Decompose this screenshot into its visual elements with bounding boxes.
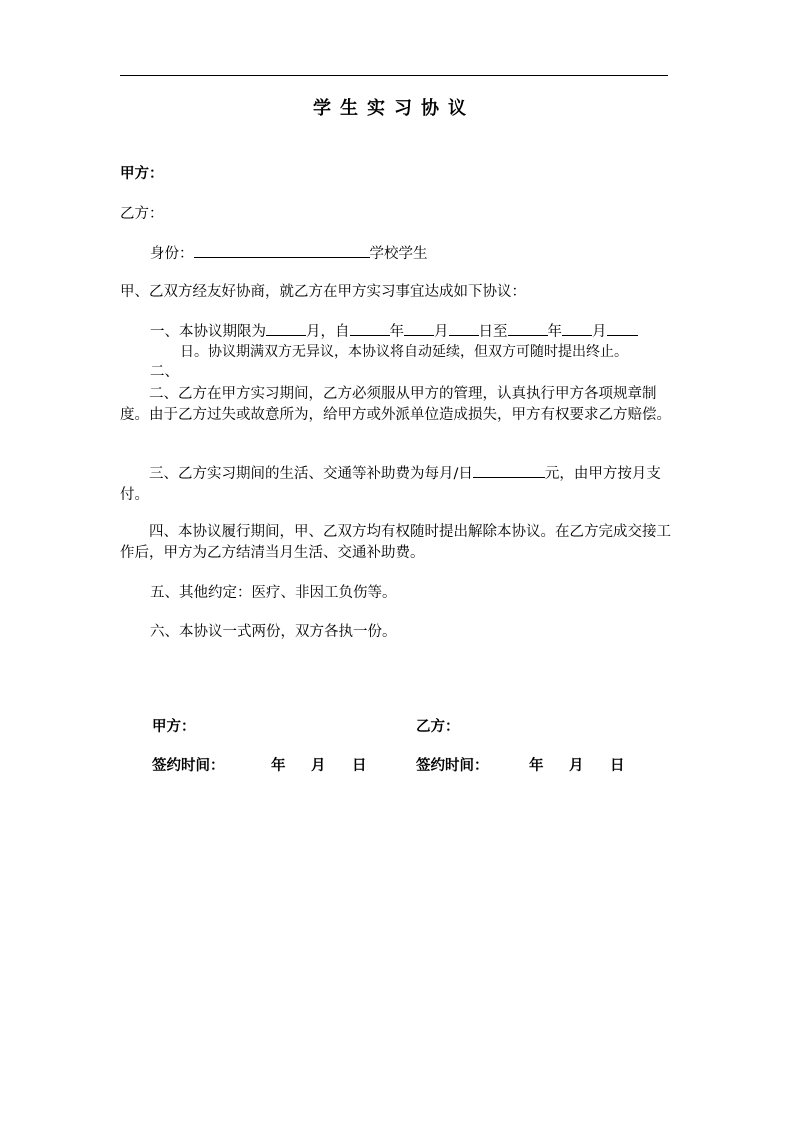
school-blank[interactable]	[194, 242, 370, 258]
clause1-year: 年	[389, 324, 404, 340]
clause3-suffix: 元，由甲方按月支付。	[120, 466, 661, 503]
end-day-blank[interactable]	[607, 320, 638, 336]
sign-date-b-year: 年	[529, 758, 544, 774]
clause1-line1	[150, 320, 638, 343]
clause3-prefix: 三、乙方实习期间的生活、交通等补助费为每月/日	[149, 466, 473, 482]
clause5-text: 五、其他约定：医疗、非因工负伤等。	[150, 585, 397, 601]
sign-date-a-month: 月	[311, 758, 326, 774]
end-month-blank[interactable]	[562, 320, 592, 336]
end-year-blank[interactable]	[508, 320, 548, 336]
intro-text: 甲、乙双方经友好协商，就乙方在甲方实习事宜达成如下协议：	[120, 284, 526, 300]
clause2-text: 二、乙方在甲方实习期间，乙方必须服从甲方的管理，认真执行甲方各项规章制度。由于乙方过失或故意所为，给甲方或外派单位造成损失，甲方有权要求乙方赔偿。	[120, 386, 671, 423]
clause1-line2: 日。协议期满双方无异议，本协议将自动延续，但双方可随时提出终止。	[180, 344, 628, 360]
party-a-label: 甲方：	[120, 166, 164, 182]
party-b-label: 乙方：	[120, 206, 164, 222]
signature-party-a: 甲方：	[152, 719, 196, 735]
sign-date-a-day: 日	[352, 758, 367, 774]
sign-date-b-label: 签约时间：	[416, 758, 489, 774]
start-month-blank[interactable]	[404, 320, 434, 336]
allowance-blank[interactable]	[473, 462, 545, 478]
header-rule	[120, 75, 668, 76]
identity-suffix: 学校学生	[369, 246, 428, 262]
clause1-month: 月	[434, 324, 449, 340]
clause4-text: 四、本协议履行期间，甲、乙双方均有权随时提出解除本协议。在乙方完成交接工作后，甲方为乙方结清当月生活、交通补助费。	[120, 524, 671, 561]
identity-label: 身份：	[150, 246, 194, 262]
clause1-month-word: 月，自	[306, 324, 350, 340]
sign-date-b-day: 日	[610, 758, 625, 774]
start-day-blank[interactable]	[449, 320, 479, 336]
term-months-blank[interactable]	[266, 320, 306, 336]
identity-line	[150, 242, 428, 265]
clause1-day-to: 日至	[478, 324, 508, 340]
clause1-month2: 月	[592, 324, 607, 340]
sign-date-b-month: 月	[569, 758, 584, 774]
clause6-text: 六、本协议一式两份，双方各执一份。	[150, 624, 397, 640]
clause1-year2: 年	[547, 324, 562, 340]
sign-date-a-label: 签约时间：	[152, 758, 225, 774]
clause1-prefix: 一、本协议期限为	[150, 324, 266, 340]
sign-date-a-year: 年	[271, 758, 286, 774]
clause3-text	[120, 462, 675, 506]
start-year-blank[interactable]	[350, 320, 390, 336]
signature-party-b: 乙方：	[416, 719, 460, 735]
clause-empty: 二、	[150, 364, 179, 380]
document-title: 学生实习协议	[313, 98, 475, 119]
